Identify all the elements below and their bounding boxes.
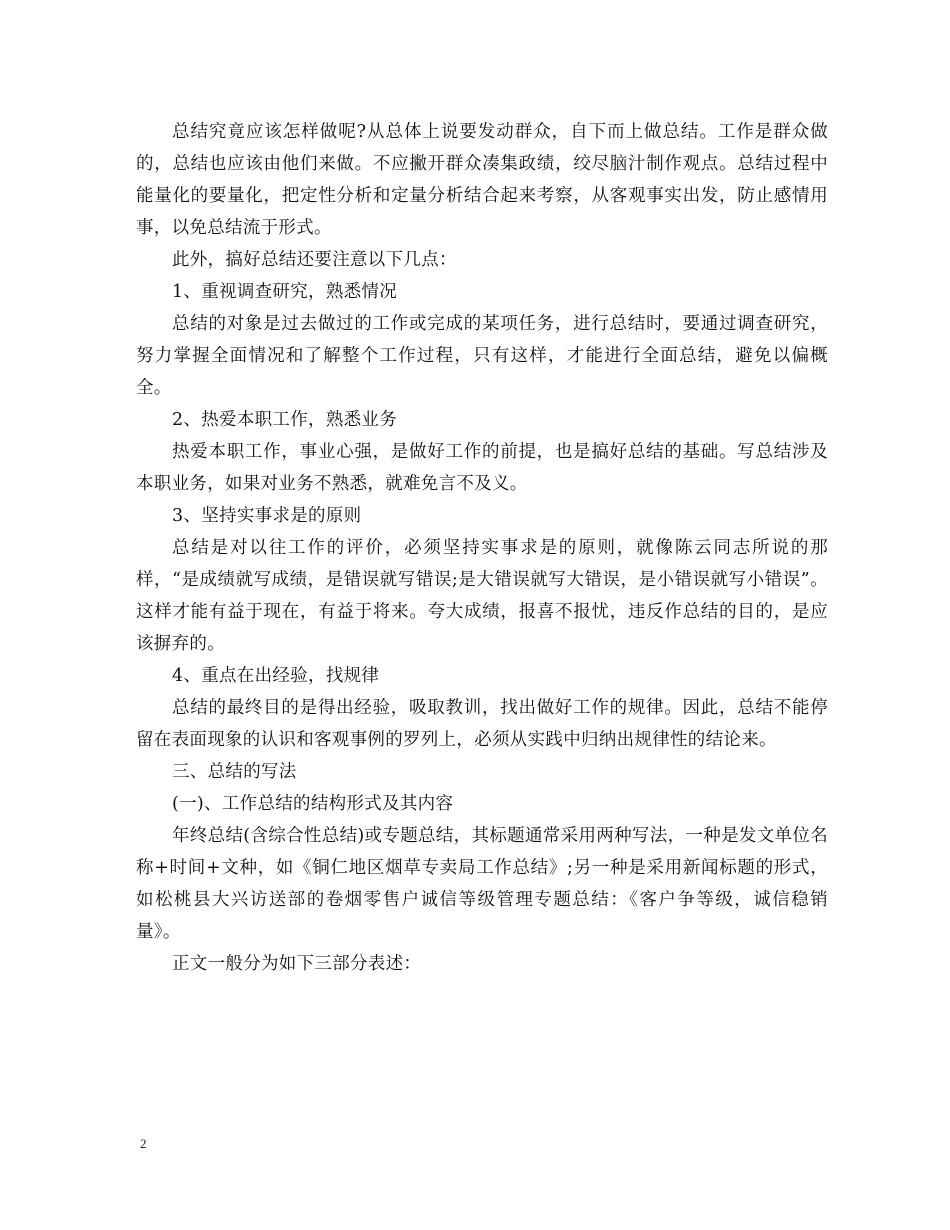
heading-point-2: 2、热爱本职工作，熟悉业务 [172, 410, 398, 430]
paragraph-point-4: 总结的最终目的是得出经验，吸取教训，找出做好工作的规律。因此，总结不能停留在表面现象的认识和客观事例的罗列上，必须从实践中归纳出规律性的结论来。 [136, 698, 828, 750]
page-number: 2 [140, 1136, 147, 1151]
paragraph-point-2: 热爱本职工作，事业心强，是做好工作的前提，也是搞好总结的基础。写总结涉及本职业务，如果对业务不熟悉，就难免言不及义。 [136, 442, 828, 494]
paragraph-title-formats: 年终总结(含综合性总结)或专题总结，其标题通常采用两种写法，一种是发文单位名称+时间+文种，如《铜仁地区烟草专卖局工作总结》;另一种是采用新闻标题的形式，如松桃县大兴访送部的卷烟零售户诚信等级管理专题总结：《客户争等级，诚信稳销量》。 [136, 826, 828, 942]
heading-point-1: 1、重视调查研究，熟悉情况 [172, 282, 398, 302]
section-heading-writing-method: 三、总结的写法 [172, 762, 297, 782]
paragraph-attention-points: 此外，搞好总结还要注意以下几点： [172, 250, 457, 270]
paragraph-point-3: 总结是对以往工作的评价，必须坚持实事求是的原则，就像陈云同志所说的那样，“是成绩就写成绩，是错误就写错误;是大错误就写大错误，是小错误就写小错误”。这样才能有益于现在，有益于将来。夸大成绩，报喜不报忧，违反作总结的目的，是应该摒弃的。 [136, 538, 828, 654]
paragraph-intro: 总结究竟应该怎样做呢?从总体上说要发动群众，自下而上做总结。工作是群众做的，总结也应该由他们来做。不应撇开群众凑集政绩，绞尽脑汁制作观点。总结过程中能量化的要量化，把定性分析和定量分析结合起来考察，从客观事实出发，防止感情用事，以免总结流于形式。 [136, 122, 828, 238]
paragraph-point-1: 总结的对象是过去做过的工作或完成的某项任务，进行总结时，要通过调查研究，努力掌握全面情况和了解整个工作过程，只有这样，才能进行全面总结，避免以偏概全。 [136, 314, 828, 398]
document-body [136, 116, 828, 980]
subsection-heading-structure: (一)、工作总结的结构形式及其内容 [172, 794, 454, 814]
heading-point-3: 3、坚持实事求是的原则 [172, 506, 362, 526]
heading-point-4: 4、重点在出经验，找规律 [172, 666, 380, 686]
paragraph-body-parts: 正文一般分为如下三部分表述： [172, 954, 422, 974]
